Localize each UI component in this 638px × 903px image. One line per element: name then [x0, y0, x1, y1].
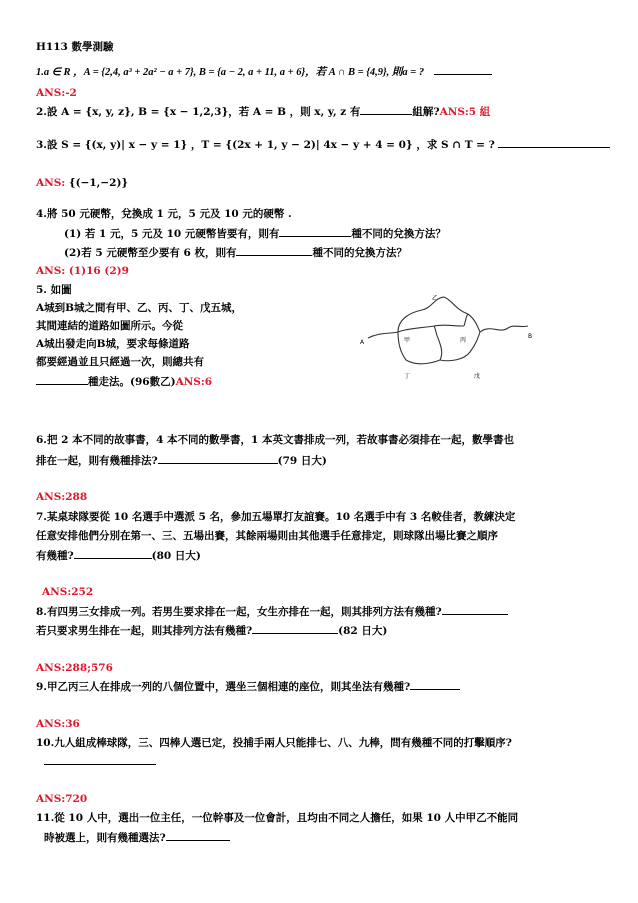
question-2-text: 2.設 A = {x, y, z}, B = {x − 1,2,3}，若 A = B ，則 x, y, z 有 [36, 106, 361, 118]
question-8-text-1: 8.有四男三女排成一列。若男生要求排在一起，女生亦排在一起，則其排列方法有幾種? [36, 606, 442, 618]
question-10-line-2 [44, 754, 156, 769]
answer-blank-8b[interactable] [252, 623, 338, 634]
question-4-part-1-tail: 種不同的兌換方法？ [351, 228, 446, 240]
answer-blank-10[interactable] [44, 754, 156, 765]
answer-blank-3[interactable] [498, 137, 610, 148]
answer-blank-9[interactable] [410, 679, 460, 690]
answer-blank-2[interactable] [360, 104, 412, 115]
map-label-yi: 乙 [432, 295, 439, 302]
answer-blank-5[interactable] [36, 374, 88, 385]
answer-5: ANS:6 [175, 376, 213, 388]
question-6-text: 排在一起，則有幾種排法? [36, 455, 158, 467]
question-5-line-6 [36, 374, 212, 389]
answer-2: ANS:5 組 [439, 106, 491, 118]
question-4-part-2-tail: 種不同的兌換方法？ [312, 247, 407, 259]
map-label-bing: 丙 [460, 337, 467, 344]
question-4: 4.將 50 元硬幣，兌換成 1 元，5 元及 10 元的硬幣 . [36, 208, 292, 220]
answer-blank-7[interactable] [74, 548, 152, 559]
question-1-text: 1.a ∈ R ，A = {2,4, a³ + 2a² − a + 7}, B = {a − 2, a + 11, a + 6}，若 A ∩ B = {4,9}, 則a = ? [36, 67, 425, 78]
question-7-text: 有幾種? [36, 550, 74, 562]
question-8-text-2: 若只要求男生排在一起，則其排列方法有幾種? [36, 625, 253, 637]
question-2-tail: 組解? [412, 106, 440, 118]
question-4-part-1-text: (1) 若 1 元，5 元及 10 元硬幣皆要有，則有 [64, 228, 280, 240]
question-7-line-2: 任意安排他們分別在第一、三、五場出賽，其餘兩場則由其他選手任意排定，則球隊出場比賽之順序 [36, 530, 498, 542]
map-label-b: B [528, 333, 533, 340]
answer-10: ANS:720 [36, 793, 88, 805]
question-11-line-2 [44, 830, 230, 845]
answer-blank-4b[interactable] [236, 245, 312, 256]
map-label-jia: 甲 [404, 337, 411, 344]
question-11-text: 時被選上，則有幾種選法? [44, 832, 166, 844]
question-4-part-2 [64, 245, 407, 260]
question-3 [36, 137, 610, 152]
answer-8: ANS:288;576 [36, 662, 113, 674]
question-11-line-1: 11.從 10 人中，選出一位主任，一位幹事及一位會計，且均由不同之人擔任，如果 10 人中甲乙不能同 [36, 812, 519, 824]
question-5-line-2: A城到B城之間有甲、乙、丙、丁、戊五城， [36, 302, 243, 314]
question-5-tail: 種走法。(96數乙) [88, 376, 176, 388]
answer-9: ANS:36 [36, 718, 80, 730]
question-5-line-5: 都要經過並且只經過一次，則總共有 [36, 356, 204, 368]
question-8-tail: (82 日大) [338, 625, 388, 637]
question-7-line-1: 7.某桌球隊要從 10 名選手中選派 5 名，參加五場單打友誼賽。10 名選手中有 3 名較佳者，教練決定 [36, 511, 516, 523]
question-8-line-2 [36, 623, 387, 638]
question-6-line-2 [36, 453, 327, 468]
answer-7: ANS:252 [42, 586, 94, 598]
question-9-text: 9.甲乙丙三人在排成一列的八個位置中，選坐三個相連的座位，則其坐法有幾種? [36, 681, 411, 693]
map-label-wu: 戊 [474, 373, 481, 380]
answer-6: ANS:288 [36, 491, 88, 503]
answer-blank-6[interactable] [158, 453, 278, 464]
map-label-a: A [360, 339, 365, 346]
question-3-text: 3.設 S = {(x, y)| x − y = 1} ，T = {(2x + 1, y − 2)| 4x − y + 4 = 0} ，求 S ∩ T = ? [36, 139, 495, 151]
question-1 [36, 64, 492, 80]
answer-blank-11[interactable] [166, 830, 230, 841]
answer-3-label: ANS: [36, 177, 66, 189]
question-5-line-3: 其間連結的道路如圖所示。今從 [36, 320, 183, 332]
question-4-part-1 [64, 226, 446, 241]
question-4-part-2-text: (2)若 5 元硬幣至少要有 6 枚，則有 [64, 247, 237, 259]
answer-3-value: {(−1,−2)} [68, 177, 129, 189]
question-5-line-1: 5. 如圖 [36, 284, 72, 296]
answer-1: ANS:-2 [36, 87, 77, 99]
question-5-line-4: A城出發走向B城，要求每條道路 [36, 338, 190, 350]
answer-blank-8a[interactable] [442, 604, 508, 615]
question-2 [36, 104, 490, 119]
answer-blank-4a[interactable] [279, 226, 351, 237]
page-title: H113 數學測驗 [36, 41, 114, 53]
answer-blank-1[interactable] [434, 64, 492, 75]
question-6-line-1: 6.把 2 本不同的故事書，4 本不同的數學書，1 本英文書排成一列，若故事書必須排在一起，數學書也 [36, 434, 514, 446]
question-9 [36, 679, 460, 694]
question-10: 10.九人組成棒球隊，三、四棒人選已定，投捕手兩人只能排七、八、九棒，問有幾種不同的打擊順序? [36, 737, 512, 749]
road-map-figure [360, 288, 538, 384]
answer-3 [36, 176, 128, 190]
question-8-line-1 [36, 604, 508, 619]
question-7-tail: (80 日大) [151, 550, 201, 562]
map-label-ding: 丁 [404, 373, 411, 380]
answer-4: ANS: (1)16 (2)9 [36, 265, 129, 277]
question-7-line-3 [36, 548, 201, 563]
question-6-tail: (79 日大) [277, 455, 327, 467]
